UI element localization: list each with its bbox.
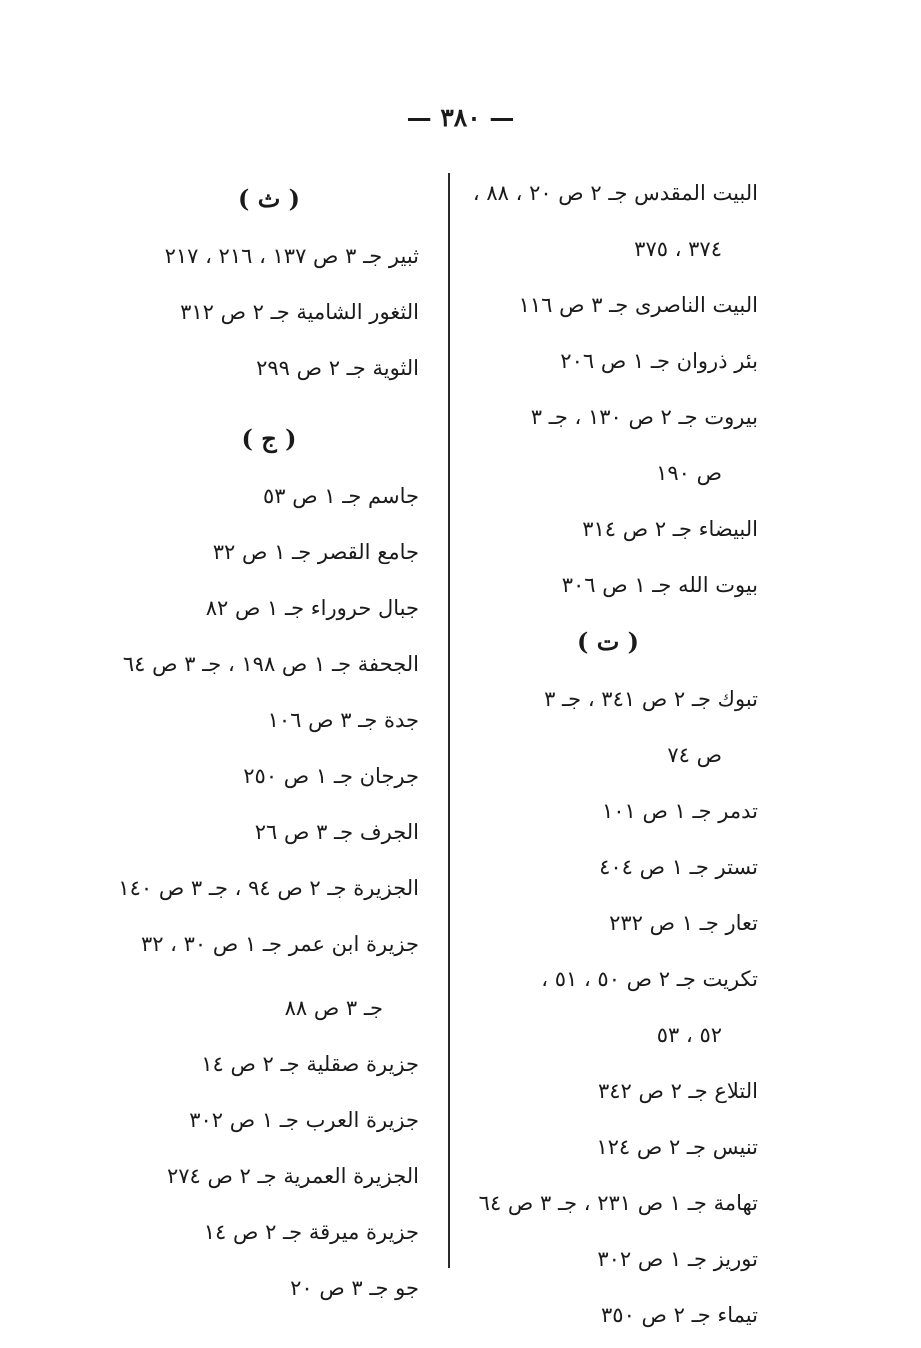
section-heading-jim: ( ج ) [241, 424, 297, 453]
section-heading-tha: ( ث ) [237, 184, 301, 213]
index-entry: جرجان جـ ١ ص ٢٥٠ [243, 764, 419, 788]
page-number: — ٣٨٠ — [406, 103, 515, 132]
index-entry: تستر جـ ١ ص ٤٠٤ [599, 855, 758, 879]
index-entry: جزيرة ميرقة جـ ٢ ص ١٤ [203, 1220, 419, 1244]
index-entry-continuation: جـ ٣ ص ٨٨ [284, 996, 383, 1020]
index-entry: الجزيرة جـ ٢ ص ٩٤ ، جـ ٣ ص ١٤٠ [118, 876, 419, 900]
index-entry: جبال حروراء جـ ١ ص ٨٢ [205, 596, 419, 620]
index-entry: البيت الناصرى جـ ٣ ص ١١٦ [518, 293, 758, 317]
index-entry: جدة جـ ٣ ص ١٠٦ [267, 708, 419, 732]
index-entry: الجزيرة العمرية جـ ٢ ص ٢٧٤ [166, 1164, 419, 1188]
index-entry: الثغور الشامية جـ ٢ ص ٣١٢ [180, 300, 419, 324]
index-entry: تبوك جـ ٢ ص ٣٤١ ، جـ ٣ [544, 687, 758, 711]
index-column-right [458, 165, 758, 1343]
index-entry: تنيس جـ ٢ ص ١٢٤ [596, 1135, 758, 1159]
index-entry: الجرف جـ ٣ ص ٢٦ [254, 820, 419, 844]
index-entry: ثبير جـ ٣ ص ١٣٧ ، ٢١٦ ، ٢١٧ [164, 244, 419, 268]
index-entry-continuation: ٣٧٤ ، ٣٧٥ [634, 237, 722, 261]
index-entry: جزيرة العرب جـ ١ ص ٣٠٢ [189, 1108, 419, 1132]
index-entry: تدمر جـ ١ ص ١٠١ [601, 799, 758, 823]
index-entry: البيضاء جـ ٢ ص ٣١٤ [582, 517, 758, 541]
index-entry: التلاع جـ ٢ ص ٣٤٢ [598, 1079, 758, 1103]
index-entry: جزيرة صقلية جـ ٢ ص ١٤ [201, 1052, 419, 1076]
index-entry-continuation: ص ١٩٠ [656, 461, 722, 485]
index-entry: جو جـ ٣ ص ٢٠ [290, 1276, 419, 1300]
index-entry: جزيرة ابن عمر جـ ١ ص ٣٠ ، ٣٢ [140, 932, 419, 956]
column-divider [448, 173, 450, 1268]
section-heading-ta: ( ت ) [576, 627, 640, 656]
index-column-left [119, 170, 419, 1316]
index-entry: جامع القصر جـ ١ ص ٣٢ [212, 540, 419, 564]
index-entry: بيروت جـ ٢ ص ١٣٠ ، جـ ٣ [530, 405, 758, 429]
index-entry-continuation: ٥٢ ، ٥٣ [656, 1023, 722, 1047]
index-entry: تيماء جـ ٢ ص ٣٥٠ [601, 1303, 758, 1327]
index-entry: البيت المقدس جـ ٢ ص ٢٠ ، ٨٨ ، [472, 181, 758, 205]
index-entry: بيوت الله جـ ١ ص ٣٠٦ [561, 573, 758, 597]
index-entry: جاسم جـ ١ ص ٥٣ [262, 484, 419, 508]
index-entry: بئر ذروان جـ ١ ص ٢٠٦ [560, 349, 758, 373]
index-entry: تكريت جـ ٢ ص ٥٠ ، ٥١ ، [541, 967, 758, 991]
index-entry-continuation: ص ٧٤ [667, 743, 722, 767]
section-spacer [119, 396, 419, 410]
index-entry: الجحفة جـ ١ ص ١٩٨ ، جـ ٣ ص ٦٤ [122, 652, 419, 676]
index-entry: توريز جـ ١ ص ٣٠٢ [597, 1247, 758, 1271]
index-entry: تهامة جـ ١ ص ٢٣١ ، جـ ٣ ص ٦٤ [478, 1191, 758, 1215]
index-entry: تعار جـ ١ ص ٢٣٢ [609, 911, 758, 935]
index-entry: الثوية جـ ٢ ص ٢٩٩ [256, 356, 419, 380]
